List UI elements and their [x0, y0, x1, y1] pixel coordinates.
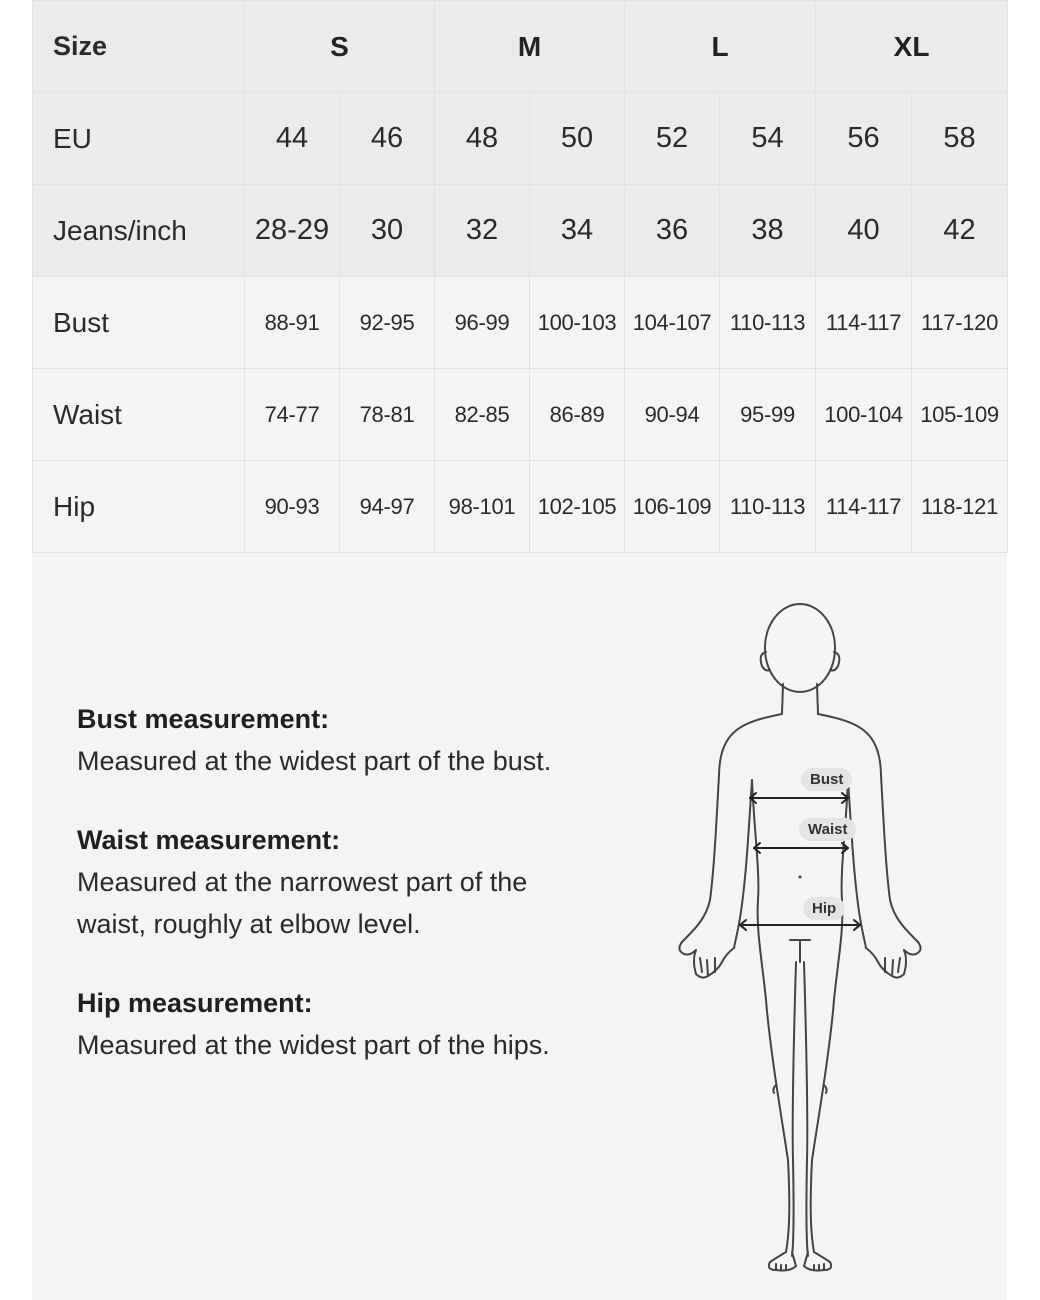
table-cell: 105-109	[912, 369, 1008, 461]
size-guide-sheet	[32, 0, 1007, 1300]
hip-description	[77, 982, 637, 1066]
table-cell: 32	[435, 185, 530, 277]
table-cell: 90-94	[625, 369, 720, 461]
table-row-waist	[33, 369, 1008, 461]
body-outline-icon	[672, 600, 992, 1280]
row-label-hip: Hip	[33, 461, 245, 553]
row-label-waist: Waist	[33, 369, 245, 461]
table-cell: 95-99	[720, 369, 816, 461]
row-label-eu: EU	[33, 93, 245, 185]
table-cell: 42	[912, 185, 1008, 277]
row-label-bust: Bust	[33, 277, 245, 369]
table-cell: 78-81	[340, 369, 435, 461]
table-cell: 100-104	[816, 369, 912, 461]
table-cell: 90-93	[245, 461, 340, 553]
size-chart-table	[32, 0, 1008, 553]
table-cell: 96-99	[435, 277, 530, 369]
waist-label-pill: Waist	[799, 818, 856, 841]
table-row-eu	[33, 93, 1008, 185]
table-cell: 40	[816, 185, 912, 277]
table-cell: 44	[245, 93, 340, 185]
table-row-jeans	[33, 185, 1008, 277]
bust-description-text: Measured at the widest part of the bust.	[77, 746, 552, 776]
table-cell: 56	[816, 93, 912, 185]
table-cell: 74-77	[245, 369, 340, 461]
table-cell: 34	[530, 185, 625, 277]
table-cell: 54	[720, 93, 816, 185]
table-cell: 106-109	[625, 461, 720, 553]
table-cell: 114-117	[816, 461, 912, 553]
table-cell: 82-85	[435, 369, 530, 461]
table-cell: 50	[530, 93, 625, 185]
table-row-bust	[33, 277, 1008, 369]
waist-description	[77, 819, 637, 945]
bust-description	[77, 698, 637, 782]
table-cell: 58	[912, 93, 1008, 185]
hip-label-pill: Hip	[803, 897, 845, 920]
hip-description-title: Hip measurement:	[77, 988, 313, 1018]
table-cell: 86-89	[530, 369, 625, 461]
table-cell: 94-97	[340, 461, 435, 553]
waist-description-text-line2: waist, roughly at elbow level.	[77, 909, 421, 939]
table-cell: 36	[625, 185, 720, 277]
table-cell: 38	[720, 185, 816, 277]
table-cell: 104-107	[625, 277, 720, 369]
table-cell: 110-113	[720, 461, 816, 553]
size-header-label: Size	[33, 1, 245, 93]
table-cell: 110-113	[720, 277, 816, 369]
body-figure	[672, 600, 992, 1280]
size-group-l: L	[625, 1, 816, 93]
table-cell: 102-105	[530, 461, 625, 553]
table-cell: 92-95	[340, 277, 435, 369]
table-cell: 30	[340, 185, 435, 277]
size-header-row	[33, 1, 1008, 93]
waist-description-text-line1: Measured at the narrowest part of the	[77, 867, 528, 897]
table-cell: 52	[625, 93, 720, 185]
table-cell: 118-121	[912, 461, 1008, 553]
hip-description-text: Measured at the widest part of the hips.	[77, 1030, 550, 1060]
table-cell: 98-101	[435, 461, 530, 553]
table-cell: 88-91	[245, 277, 340, 369]
size-group-m: M	[435, 1, 625, 93]
table-row-hip	[33, 461, 1008, 553]
size-group-s: S	[245, 1, 435, 93]
waist-description-title: Waist measurement:	[77, 825, 341, 855]
row-label-jeans: Jeans/inch	[33, 185, 245, 277]
bust-description-title: Bust measurement:	[77, 704, 330, 734]
size-group-xl: XL	[816, 1, 1008, 93]
table-cell: 117-120	[912, 277, 1008, 369]
table-cell: 100-103	[530, 277, 625, 369]
table-cell: 114-117	[816, 277, 912, 369]
table-cell: 28-29	[245, 185, 340, 277]
bust-label-pill: Bust	[801, 768, 852, 791]
table-cell: 48	[435, 93, 530, 185]
table-cell: 46	[340, 93, 435, 185]
